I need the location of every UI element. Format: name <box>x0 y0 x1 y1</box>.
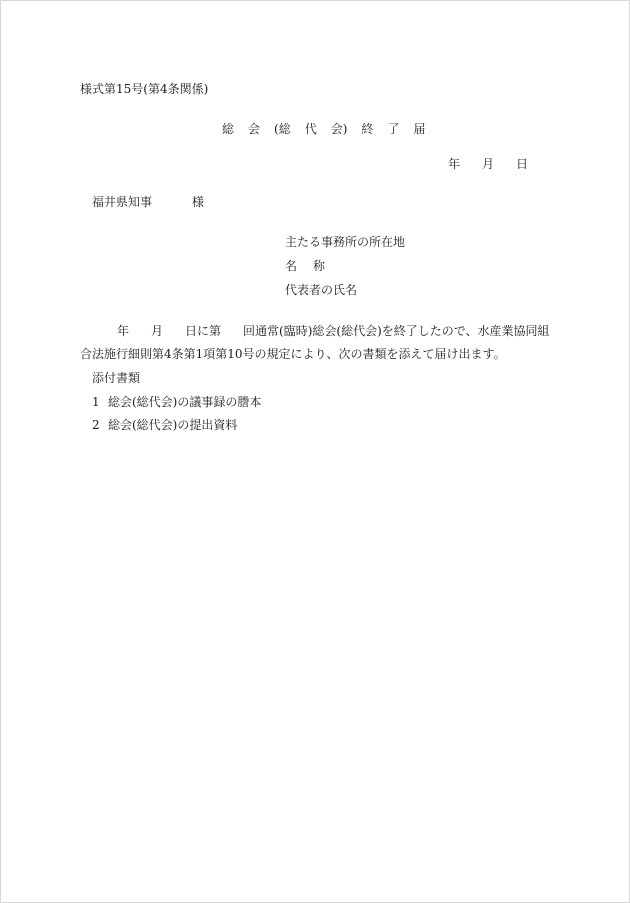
body-day-label: 日に第 <box>185 324 222 338</box>
date-year-label: 年 <box>448 157 461 171</box>
addressee-honorific: 様 <box>192 195 205 209</box>
title-char: 総 <box>222 122 235 136</box>
body-month-label: 月 <box>151 324 164 338</box>
attachment-text: 総会(総代会)の議事録の謄本 <box>108 395 262 409</box>
attachment-number: 2 <box>92 418 100 432</box>
attachment-number: 1 <box>92 395 100 409</box>
date-month-label: 月 <box>482 157 495 171</box>
document-title <box>222 121 425 137</box>
form-number: 様式第15号(第4条関係) <box>80 82 209 96</box>
title-char: 届 <box>413 122 426 136</box>
attachment-text: 総会(総代会)の提出資料 <box>108 418 238 432</box>
title-char: 了 <box>387 122 400 136</box>
body-year-label: 年 <box>117 324 130 338</box>
title-char: (総 <box>274 122 291 136</box>
body-text-rest: 回通常(臨時)総会(総代会)を終了したので、水産業協同組 <box>243 324 550 338</box>
organization-name-label <box>285 258 325 274</box>
attachments-heading: 添付書類 <box>92 371 141 385</box>
addressee <box>92 194 204 210</box>
attachment-item <box>92 417 237 433</box>
office-address-label: 主たる事務所の所在地 <box>285 235 406 249</box>
addressee-name: 福井県知事 <box>92 195 153 209</box>
title-char: 会) <box>330 122 348 136</box>
name-label-char: 名 <box>285 259 298 273</box>
title-char: 終 <box>361 122 374 136</box>
body-line-2: 合法施行細則第4条第1項第10号の規定により、次の書類を添えて届け出ます。 <box>80 347 506 361</box>
date-day-label: 日 <box>516 157 529 171</box>
attachment-item <box>92 394 261 410</box>
representative-label: 代表者の氏名 <box>285 283 358 297</box>
submission-date <box>448 156 528 172</box>
title-char: 代 <box>304 122 317 136</box>
name-label-char: 称 <box>313 259 326 273</box>
body-line-1 <box>117 323 550 339</box>
title-char: 会 <box>248 122 261 136</box>
